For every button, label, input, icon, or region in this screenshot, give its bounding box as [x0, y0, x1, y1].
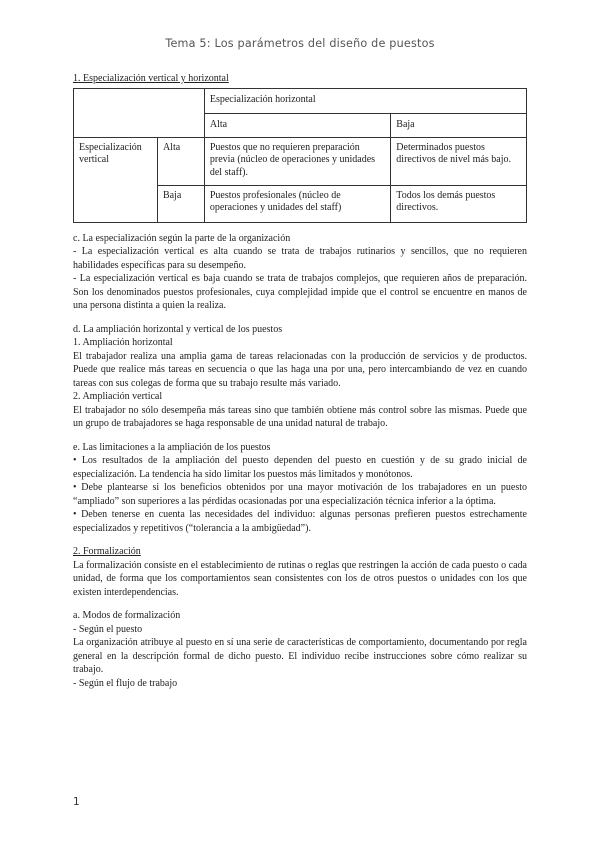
table-col-baja: Baja — [391, 113, 527, 137]
specialization-table — [73, 88, 527, 223]
section-a-subheading-2: - Según el flujo de trabajo — [73, 677, 178, 689]
table-row-header: Especialización vertical — [74, 137, 158, 222]
section-e-heading: e. Las limitaciones a la ampliación de los puestos — [73, 441, 271, 453]
page-header-title: Tema 5: Los parámetros del diseño de puestos — [165, 37, 435, 50]
section-c-heading: c. La especialización según la parte de la organización — [73, 232, 291, 244]
section-a-heading: a. Modos de formalización — [73, 610, 181, 621]
table-empty-corner — [74, 88, 205, 137]
section-d-subheading-1: 1. Ampliación horizontal — [73, 337, 173, 348]
section-a-subheading-1: - Según el puesto — [73, 623, 143, 635]
section-e-bullet-2: • Debe plantearse si los beneficios obtenidos por una mayor motivación de los trabajadores en un puesto “ampliado” son superiores a las pérdidas ocasionadas por una especialización técnica inferior a la óptima. — [73, 482, 527, 507]
section-c-paragraph-1: - La especialización vertical es alta cuando se trata de trabajos rutinarios y sencillos, que no requieren habilidades específicas para su desempeño. — [73, 246, 527, 271]
section-d-heading: d. La ampliación horizontal y vertical de los puestos — [73, 323, 283, 335]
table-row-baja: Baja — [157, 185, 204, 222]
table-cell-alta-baja: Determinados puestos directivos de nivel más bajo. — [391, 137, 527, 185]
section-d-subheading-2: 2. Ampliación vertical — [73, 391, 163, 402]
table-row-alta: Alta — [157, 137, 204, 185]
section-1-heading: 1. Especialización vertical y horizontal — [73, 73, 229, 84]
section-a-paragraph-1: La organización atribuye al puesto en sí una serie de características de comportamiento, documentando por regla general en la descripción formal de dicho puesto. El individuo recibe instrucciones sobre cómo realizar su trabajo. — [73, 637, 527, 675]
section-2-heading: 2. Formalización — [73, 546, 141, 557]
section-c-paragraph-2: - La especialización vertical es baja cuando se trata de trabajos complejos, que requieren años de preparación. Son los denominados puestos profesionales, cuya complejidad impide que el control se encuentre en manos de una persona distinta a quien la realiza. — [73, 273, 527, 311]
section-2-paragraph: La formalización consiste en el establecimiento de rutinas o reglas que restringen la acción de cada puesto o cada unidad, de forma que los comportamientos sean consistentes con los de otros puestos o unidades con los que existen interdependencias. — [73, 559, 527, 598]
table-col-header: Especialización horizontal — [204, 88, 526, 113]
section-d-paragraph-2: El trabajador no sólo desempeña más tareas sino que también obtiene más control sobre las mismas. Puede que un grupo de trabajadores se haga responsable de una unidad natural de trabajo. — [73, 404, 527, 429]
table-col-alta: Alta — [204, 113, 390, 137]
section-e-bullet-3: • Deben tenerse en cuenta las necesidades del individuo: algunas personas prefieren puestos estrechamente especializados y repetitivos (“tolerancia a la ambigüedad”). — [73, 509, 527, 534]
table-cell-alta-alta: Puestos que no requieren preparación previa (núcleo de operaciones y unidades del staff). — [204, 137, 390, 185]
document-body — [73, 72, 527, 690]
section-e-bullet-1: • Los resultados de la ampliación del puesto dependen del puesto en cuestión y de su grado inicial de especialización. La tendencia ha sido limitar los puestos más limitados y monótonos. — [73, 455, 527, 480]
page-number: 1 — [73, 796, 80, 808]
table-cell-baja-baja: Todos los demás puestos directivos. — [391, 185, 527, 222]
section-d-paragraph-1: El trabajador realiza una amplia gama de tareas relacionadas con la producción de servicios y de productos. Puede que realice más tareas en secuencia o que las haga una por una, pero intercambiando de vez en cuando tareas con sus colegas de forma que su trabajo resulte más variado. — [73, 350, 527, 389]
table-cell-baja-alta: Puestos profesionales (núcleo de operaciones y unidades del staff) — [204, 185, 390, 222]
